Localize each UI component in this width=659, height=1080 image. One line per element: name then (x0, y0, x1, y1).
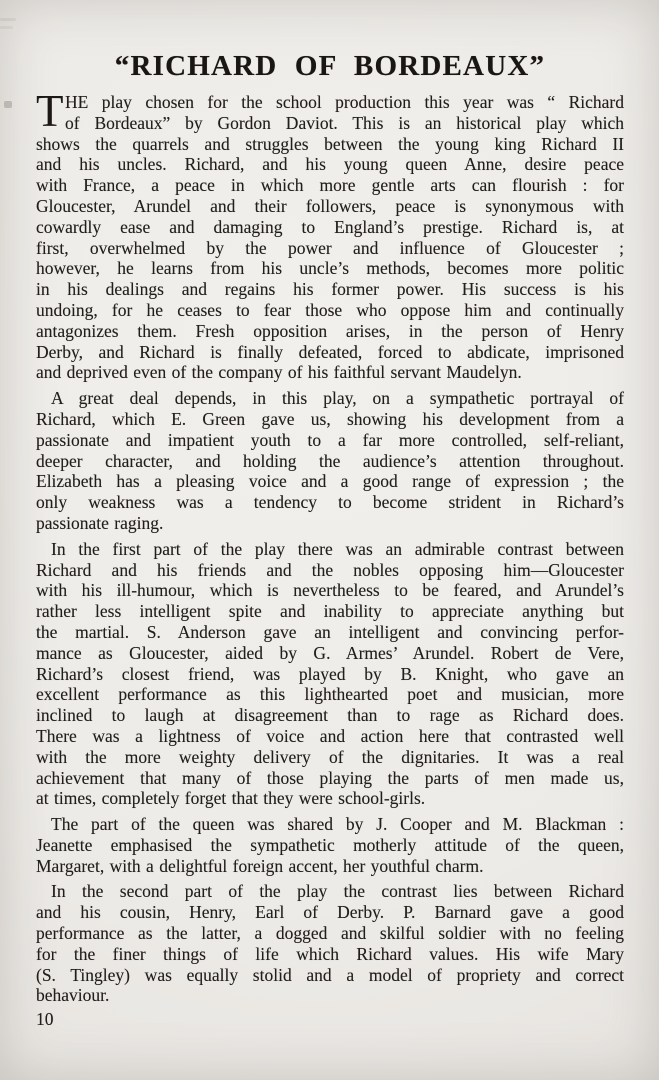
scan-artifact (0, 26, 13, 29)
text-line: (S. Tingley) was equally stolid and a model of propriety and correct (36, 964, 624, 985)
text-line: achievement that many of those playing the parts of men made us, (36, 767, 624, 788)
text-line: mance as Gloucester, aided by G. Armes’ Arundel. Robert de Vere, (36, 642, 624, 663)
drop-cap: T (36, 86, 64, 136)
text-line: There was a lightness of voice and action here that contrasted well (36, 725, 624, 746)
text-line: Richard’s closest friend, was played by B. Knight, who gave an (36, 663, 624, 684)
paragraph (36, 539, 624, 809)
text-line: with the more weighty delivery of the dignitaries. It was a real (36, 746, 624, 767)
text-line: excellent performance as this lighthearted poet and musician, more (36, 684, 624, 705)
text-line: The part of the queen was shared by J. Cooper and M. Blackman : (51, 814, 624, 835)
page-number: 10 (36, 1009, 54, 1029)
text-line: shows the quarrels and struggles between the young king Richard II (36, 133, 624, 154)
text-line: and his cousin, Henry, Earl of Derby. P. Barnard gave a good (36, 902, 624, 923)
text-line: performance as the latter, a dogged and skilful soldier with no feeling (36, 923, 624, 944)
text-line: the martial. S. Anderson gave an intelligent and convincing perfor- (36, 621, 624, 642)
text-line: however, he learns from his uncle’s methods, becomes more politic (36, 258, 624, 279)
text-line: of Bordeaux” by Gordon Daviot. This is an historical play which (65, 112, 624, 133)
text-line: Richard, which E. Green gave us, showing his development from a (36, 408, 624, 429)
text-line: undoing, for he ceases to fear those who oppose him and continually (36, 299, 624, 320)
text-line: Margaret, with a delightful foreign accent, her youthful charm. (36, 855, 484, 876)
text-line: inclined to laugh at disagreement than to rage as Richard does. (36, 705, 624, 726)
paragraph (36, 881, 624, 1006)
text-line: Jeanette emphasised the sympathetic motherly attitude of the queen, (36, 834, 624, 855)
paragraph (36, 86, 624, 383)
scan-artifact (0, 18, 16, 21)
text-line: behaviour. (36, 985, 110, 1006)
text-line: passionate raging. (36, 512, 164, 533)
text-line: rather less intelligent spite and inability to appreciate anything but (36, 601, 624, 622)
text-line: A great deal depends, in this play, on a sympathetic portrayal of (51, 388, 624, 409)
text-line: Elizabeth has a pleasing voice and a good range of expression ; the (36, 471, 624, 492)
text-line: and deprived even of the company of his faithful servant Maudelyn. (36, 362, 522, 383)
article-body (36, 86, 624, 1006)
scan-artifact (4, 101, 12, 108)
text-line: with France, a peace in which more gentle arts can flourish : for (36, 175, 624, 196)
text-line: first, overwhelmed by the power and influence of Gloucester ; (36, 237, 624, 258)
text-line: HE play chosen for the school production this year was “ Richard (65, 92, 624, 112)
text-line: with his ill-humour, which is nevertheless to be feared, and Arundel’s (36, 580, 624, 601)
text-line: Derby, and Richard is finally defeated, forced to abdicate, imprisoned (36, 341, 624, 362)
text-line: antagonizes them. Fresh opposition arises, in the person of Henry (36, 320, 624, 341)
text-line: passionate and impatient youth to a far more controlled, self-reliant, (36, 429, 624, 450)
text-line: In the first part of the play there was an admirable contrast between (51, 538, 624, 559)
text-line: and his uncles. Richard, and his young queen Anne, desire peace (36, 154, 624, 175)
text-line: only weakness was a tendency to become strident in Richard’s (36, 492, 624, 513)
text-line: In the second part of the play the contrast lies between Richard (51, 881, 624, 902)
text-line: in his dealings and regains his former power. His success is his (36, 279, 624, 300)
text-line: at times, completely forget that they were school-girls. (36, 788, 426, 809)
text-line: Richard and his friends and the nobles opposing him—Gloucester (36, 559, 624, 580)
page-title: “RICHARD OF BORDEAUX” (114, 50, 546, 82)
text-line: cowardly ease and damaging to England’s prestige. Richard is, at (36, 216, 624, 237)
text-line: Gloucester, Arundel and their followers, peace is synonymous with (36, 195, 624, 216)
text-line: for the finer things of life which Richard values. His wife Mary (36, 943, 624, 964)
text-line: deeper character, and holding the audience’s attention throughout. (36, 450, 624, 471)
paragraph (36, 388, 624, 534)
paragraph (36, 814, 624, 876)
